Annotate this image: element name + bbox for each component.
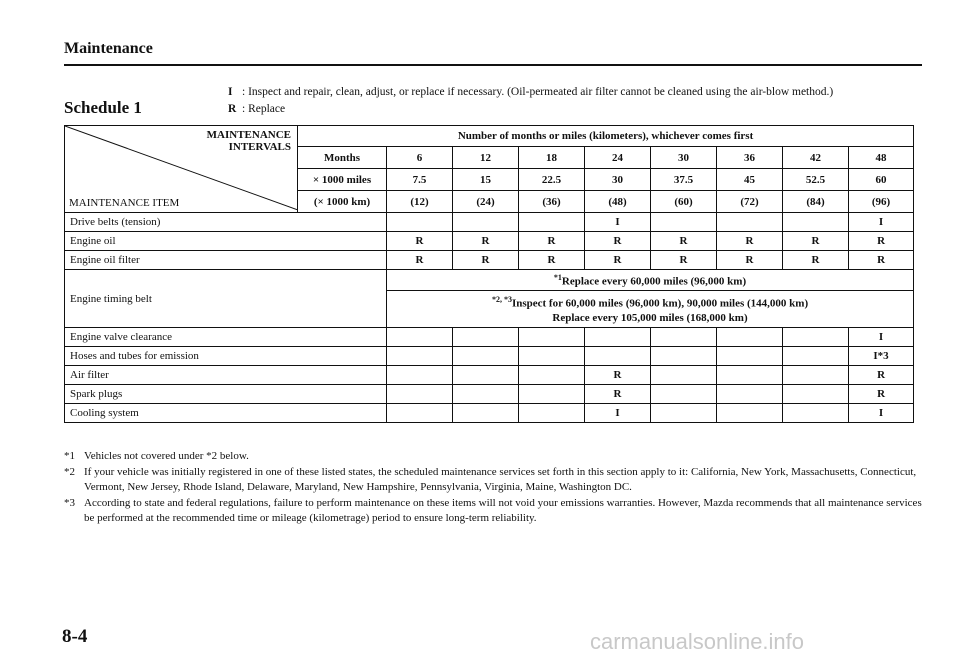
service-cell xyxy=(717,404,783,423)
service-cell xyxy=(387,213,453,232)
header-rule xyxy=(64,64,922,66)
footnote-mark: *1 xyxy=(64,450,75,462)
maintenance-table xyxy=(64,125,914,423)
service-cell: I xyxy=(585,213,651,232)
miles-cell: 22.5 xyxy=(519,169,585,191)
months-cell: 24 xyxy=(585,147,651,169)
service-cell xyxy=(519,328,585,347)
corner-intervals-label: MAINTENANCE INTERVALS xyxy=(206,129,291,153)
footnote-text: If your vehicle was initially registered in one of these listed states, the scheduled maintenance services set forth in this section apply to it: California, New York, Massachusetts, Connecticut, Vermont, New Jersey, Rhode Island, Delaware, Maryland, New Hampshire, Pennsylvania, Virginia, Maine, Washington DC. xyxy=(84,465,917,493)
table-row xyxy=(65,251,914,270)
service-cell xyxy=(519,347,585,366)
months-cell: 30 xyxy=(651,147,717,169)
footnote xyxy=(64,449,924,465)
service-cell xyxy=(453,213,519,232)
service-cell xyxy=(717,328,783,347)
service-cell xyxy=(783,385,849,404)
item-name: Engine oil xyxy=(65,232,387,251)
service-cell: I xyxy=(585,404,651,423)
service-cell: R xyxy=(585,232,651,251)
service-cell xyxy=(651,347,717,366)
km-cell: (96) xyxy=(849,191,914,213)
service-cell xyxy=(585,347,651,366)
months-cell: 6 xyxy=(387,147,453,169)
footnote-mark: *2 xyxy=(64,465,75,478)
schedule-title: Schedule 1 xyxy=(64,98,142,117)
footnotes xyxy=(64,449,924,527)
item-name: Hoses and tubes for emission xyxy=(65,347,387,366)
footnote xyxy=(64,496,924,527)
service-cell xyxy=(453,347,519,366)
km-cell: (36) xyxy=(519,191,585,213)
service-cell xyxy=(717,385,783,404)
service-cell xyxy=(651,213,717,232)
km-cell: (72) xyxy=(717,191,783,213)
km-cell: (24) xyxy=(453,191,519,213)
legend-text: : Replace xyxy=(242,103,286,115)
service-cell: I xyxy=(849,328,914,347)
item-name: Engine valve clearance xyxy=(65,328,387,347)
service-cell xyxy=(651,366,717,385)
km-cell: (48) xyxy=(585,191,651,213)
table-row xyxy=(65,328,914,347)
table-row xyxy=(65,213,914,232)
footnote xyxy=(64,465,924,496)
service-cell xyxy=(783,347,849,366)
service-cell xyxy=(387,328,453,347)
legend-inspect xyxy=(228,84,833,100)
service-cell: R xyxy=(519,251,585,270)
service-cell xyxy=(387,404,453,423)
service-cell: R xyxy=(783,232,849,251)
timing-belt-inspect: $^{*2, *3}$Inspect for 60,000 miles (96,000 km), 90,000 miles (144,000 km) Replace every 105,000 miles (168,000 km) xyxy=(387,291,914,328)
item-name: Engine oil filter xyxy=(65,251,387,270)
service-cell: R xyxy=(783,251,849,270)
table-corner-header xyxy=(65,126,298,213)
miles-cell: 60 xyxy=(849,169,914,191)
miles-cell: 7.5 xyxy=(387,169,453,191)
service-cell xyxy=(585,328,651,347)
service-cell: R xyxy=(585,251,651,270)
item-name: Air filter xyxy=(65,366,387,385)
corner-item-label: MAINTENANCE ITEM xyxy=(69,197,180,209)
table-row xyxy=(65,270,914,291)
service-cell xyxy=(651,328,717,347)
service-cell xyxy=(519,385,585,404)
service-cell xyxy=(783,213,849,232)
miles-cell: 30 xyxy=(585,169,651,191)
legend-replace xyxy=(228,101,285,117)
legend-text: : Inspect and repair, clean, adjust, or replace if necessary. (Oil-permeated air filter cannot be cleaned using the air-blow method.) xyxy=(242,86,834,98)
service-cell xyxy=(453,366,519,385)
service-cell: R xyxy=(585,385,651,404)
service-cell: R xyxy=(849,385,914,404)
row-label-miles: × 1000 miles xyxy=(298,169,387,191)
service-cell: R xyxy=(717,232,783,251)
service-cell xyxy=(651,404,717,423)
legend-key: I xyxy=(228,86,233,98)
row-label-months: Months xyxy=(298,147,387,169)
km-cell: (84) xyxy=(783,191,849,213)
miles-cell: 37.5 xyxy=(651,169,717,191)
months-cell: 18 xyxy=(519,147,585,169)
service-cell: R xyxy=(849,366,914,385)
row-label-km: (× 1000 km) xyxy=(298,191,387,213)
section-title: Maintenance xyxy=(64,40,153,57)
item-name: Cooling system xyxy=(65,404,387,423)
miles-cell: 15 xyxy=(453,169,519,191)
item-name: Drive belts (tension) xyxy=(65,213,387,232)
service-cell xyxy=(783,404,849,423)
page-number: 8-4 xyxy=(62,626,88,647)
months-cell: 12 xyxy=(453,147,519,169)
service-cell: R xyxy=(651,232,717,251)
interval-span-header: Number of months or miles (kilometers), whichever comes first xyxy=(298,126,914,147)
months-cell: 42 xyxy=(783,147,849,169)
table-row xyxy=(65,232,914,251)
service-cell xyxy=(453,328,519,347)
months-cell: 36 xyxy=(717,147,783,169)
table-row xyxy=(65,347,914,366)
service-cell xyxy=(651,385,717,404)
service-cell: R xyxy=(387,232,453,251)
km-cell: (12) xyxy=(387,191,453,213)
service-cell: R xyxy=(453,232,519,251)
service-cell: I xyxy=(849,213,914,232)
service-cell xyxy=(717,347,783,366)
service-cell: R xyxy=(519,232,585,251)
service-cell xyxy=(387,366,453,385)
km-cell: (60) xyxy=(651,191,717,213)
service-cell: R xyxy=(453,251,519,270)
item-name: Engine timing belt xyxy=(65,270,387,328)
table-row xyxy=(65,404,914,423)
service-cell xyxy=(387,385,453,404)
service-cell: R xyxy=(717,251,783,270)
timing-belt-replace: $^{*1}$Replace every 60,000 miles (96,000 km) xyxy=(387,270,914,291)
service-cell xyxy=(519,213,585,232)
service-cell xyxy=(717,366,783,385)
service-cell: R xyxy=(387,251,453,270)
footnote-text: According to state and federal regulations, failure to perform maintenance on these items will not void your emissions warranties. However, Mazda recommends that all maintenance services be performed at the recommended time or mileage (kilometrage) period to ensure long-term reliability. xyxy=(84,496,922,524)
miles-cell: 45 xyxy=(717,169,783,191)
months-cell: 48 xyxy=(849,147,914,169)
service-cell xyxy=(717,213,783,232)
footnote-mark: *3 xyxy=(64,496,75,509)
footnote-text: Vehicles not covered under *2 below. xyxy=(84,450,249,462)
table-row xyxy=(65,366,914,385)
legend-key: R xyxy=(228,103,237,115)
service-cell xyxy=(453,404,519,423)
service-cell: R xyxy=(849,251,914,270)
service-cell xyxy=(519,366,585,385)
service-cell xyxy=(453,385,519,404)
service-cell: R xyxy=(651,251,717,270)
item-name: Spark plugs xyxy=(65,385,387,404)
service-cell xyxy=(387,347,453,366)
service-cell: R xyxy=(585,366,651,385)
miles-cell: 52.5 xyxy=(783,169,849,191)
service-cell: I*3 xyxy=(849,347,914,366)
service-cell: I xyxy=(849,404,914,423)
service-cell xyxy=(519,404,585,423)
service-cell xyxy=(783,366,849,385)
service-cell: R xyxy=(849,232,914,251)
table-row xyxy=(65,385,914,404)
service-cell xyxy=(783,328,849,347)
watermark: carmanualsonline.info xyxy=(590,629,805,654)
